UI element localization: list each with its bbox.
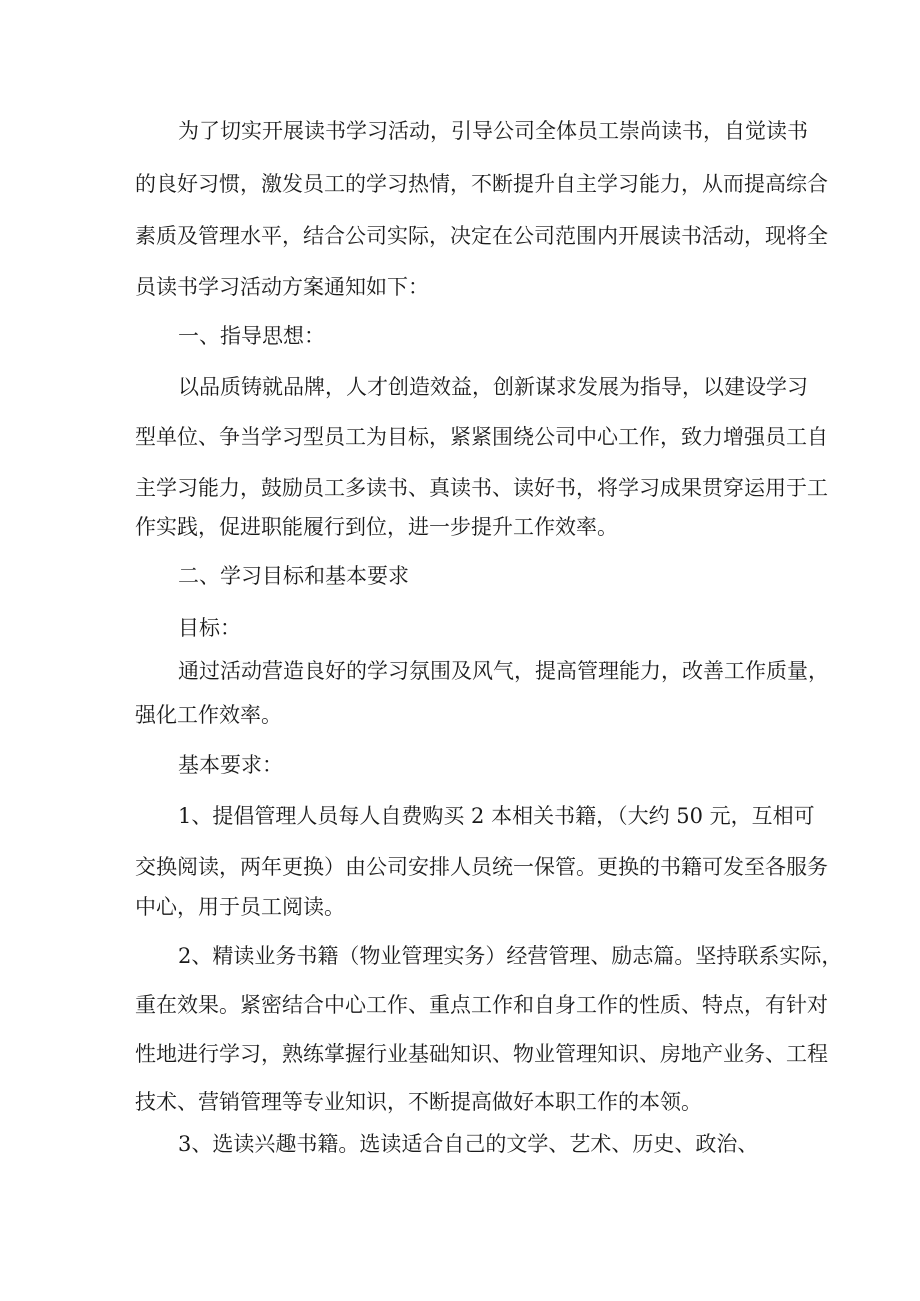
section-heading-goals-requirements: 二、学习目标和基本要求: [178, 564, 409, 588]
intro-paragraph-line: 为了切实开展读书学习活动，引导公司全体员工崇尚读书，自觉读书: [178, 119, 808, 143]
subheading-goal: 目标：: [178, 616, 241, 640]
intro-paragraph-line: 素质及管理水平，结合公司实际，决定在公司范围内开展读书活动，现将全: [135, 224, 828, 248]
requirement-2-line: 2、精读业务书籍（物业管理实务）经营管理、励志篇。坚持联系实际，: [178, 944, 843, 968]
goal-paragraph-line: 通过活动营造良好的学习氛围及风气，提高管理能力，改善工作质量，: [178, 659, 829, 683]
requirement-2-line: 技术、营销管理等专业知识，不断提高做好本职工作的本领。: [135, 1090, 702, 1114]
guiding-paragraph-line: 以品质铸就品牌，人才创造效益，创新谋求发展为指导，以建设学习: [178, 375, 808, 399]
goal-paragraph-line: 强化工作效率。: [135, 703, 282, 727]
subheading-basic-requirements: 基本要求：: [178, 753, 283, 777]
guiding-paragraph-line: 主学习能力，鼓励员工多读书、真读书、读好书，将学习成果贯穿运用于工: [135, 476, 828, 500]
requirement-3-line: 3、选读兴趣书籍。选读适合自己的文学、艺术、历史、政治、: [178, 1132, 759, 1156]
requirement-1-line: 交换阅读，两年更换）由公司安排人员统一保管。更换的书籍可发至各服务: [135, 855, 828, 879]
intro-paragraph-line: 的良好习惯，激发员工的学习热情，不断提升自主学习能力，从而提高综合: [135, 172, 828, 196]
guiding-paragraph-line: 作实践，促进职能履行到位，进一步提升工作效率。: [135, 515, 618, 539]
section-heading-guiding-ideology: 一、指导思想：: [178, 324, 325, 348]
requirement-1-line: 中心，用于员工阅读。: [135, 895, 345, 919]
requirement-2-line: 性地进行学习，熟练掌握行业基础知识、物业管理知识、房地产业务、工程: [135, 1042, 828, 1066]
intro-paragraph-line: 员读书学习活动方案通知如下：: [135, 275, 429, 299]
guiding-paragraph-line: 型单位、争当学习型员工为目标，紧紧围绕公司中心工作，致力增强员工自: [135, 425, 828, 449]
requirement-1-line: 1、提倡管理人员每人自费购买 2 本相关书籍，（大约 50 元，互相可: [178, 804, 815, 828]
requirement-2-line: 重在效果。紧密结合中心工作、重点工作和自身工作的性质、特点，有针对: [135, 993, 828, 1017]
